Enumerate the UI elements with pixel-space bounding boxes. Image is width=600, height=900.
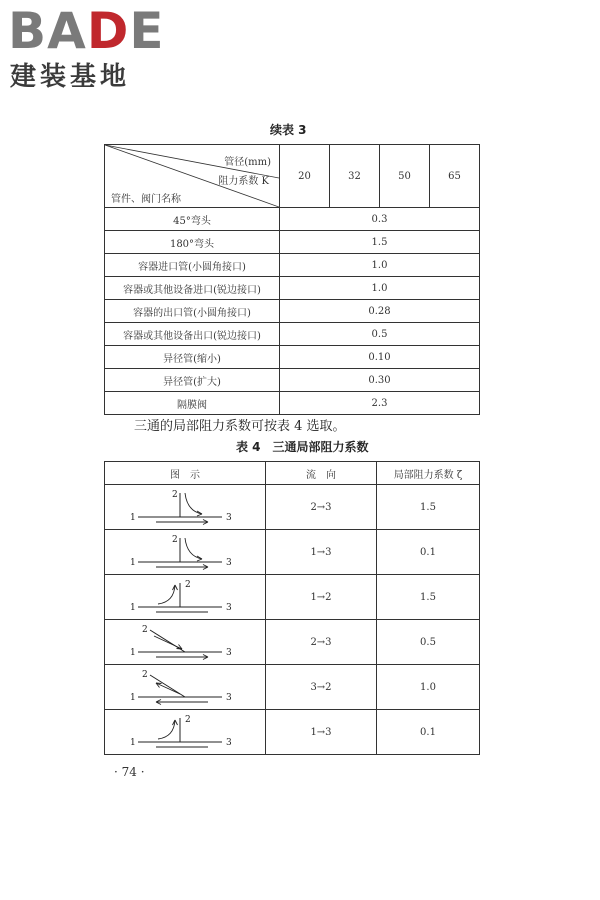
table-row <box>105 710 480 755</box>
tee-figure-cell <box>105 485 266 530</box>
port-label: 3 <box>226 603 232 613</box>
flow-direction: 3→2 <box>266 665 377 710</box>
diameter-cell: 32 <box>330 145 380 208</box>
port-label: 3 <box>226 513 232 523</box>
port-label: 1 <box>130 693 136 703</box>
resistance-coefficient: 0.1 <box>377 710 480 755</box>
table-row <box>105 620 480 665</box>
port-label: 1 <box>130 513 136 523</box>
table-row <box>105 300 480 323</box>
tee-figure-cell <box>105 665 266 710</box>
resistance-coefficient: 1.0 <box>377 665 480 710</box>
table3-header-diagonal-cell <box>105 145 280 208</box>
tee-branch-to-outlet-diagram <box>130 532 240 572</box>
flow-direction: 1→2 <box>266 575 377 620</box>
resistance-value: 2.3 <box>280 392 480 415</box>
table-row <box>105 277 480 300</box>
port-label: 3 <box>226 693 232 703</box>
port-label: 2 <box>172 490 178 500</box>
fitting-name: 异径管(扩大) <box>105 369 280 392</box>
table-row <box>105 530 480 575</box>
resistance-value: 0.28 <box>280 300 480 323</box>
fitting-name: 45°弯头 <box>105 208 280 231</box>
header-flow-direction: 流 向 <box>266 462 377 485</box>
port-label: 2 <box>185 715 191 725</box>
table-row <box>105 346 480 369</box>
port-label: 3 <box>226 558 232 568</box>
port-label: 1 <box>130 738 136 748</box>
table-row <box>105 485 480 530</box>
tee-inlet-to-outlet-diagram <box>130 712 240 752</box>
table-row <box>105 254 480 277</box>
fitting-name: 容器进口管(小圆角接口) <box>105 254 280 277</box>
tee-figure-cell <box>105 710 266 755</box>
resistance-coefficient: 0.5 <box>377 620 480 665</box>
port-label: 2 <box>172 535 178 545</box>
port-label: 1 <box>130 558 136 568</box>
resistance-value: 0.3 <box>280 208 480 231</box>
page-number: · 74 · <box>114 765 145 779</box>
table4-caption: 表 4 三通局部阻力系数 <box>236 440 369 454</box>
table-row <box>105 369 480 392</box>
table-row <box>105 665 480 710</box>
tee-figure-cell <box>105 575 266 620</box>
diameter-cell: 65 <box>430 145 480 208</box>
port-label: 2 <box>142 625 148 635</box>
header-resistance-k: 阻力系数 K <box>218 176 269 187</box>
resistance-coefficient: 0.1 <box>377 530 480 575</box>
fitting-name: 隔膜阀 <box>105 392 280 415</box>
flow-direction: 2→3 <box>266 485 377 530</box>
fitting-name: 异径管(缩小) <box>105 346 280 369</box>
resistance-value: 1.0 <box>280 277 480 300</box>
tee-branch-to-outlet-diagram <box>130 487 240 527</box>
flow-direction: 1→3 <box>266 710 377 755</box>
resistance-value: 0.5 <box>280 323 480 346</box>
fitting-name: 容器的出口管(小圆角接口) <box>105 300 280 323</box>
logo-subtitle: 建装基地 <box>10 62 131 92</box>
resistance-value: 1.5 <box>280 231 480 254</box>
port-label: 2 <box>185 580 191 590</box>
port-label: 2 <box>142 670 148 680</box>
fitting-name: 180°弯头 <box>105 231 280 254</box>
port-label: 3 <box>226 648 232 658</box>
tee-figure-cell <box>105 530 266 575</box>
flow-direction: 2→3 <box>266 620 377 665</box>
table-row <box>105 392 480 415</box>
header-figure: 图 示 <box>105 462 266 485</box>
header-pipe-diameter: 管径(mm) <box>224 157 271 168</box>
body-paragraph: 三通的局部阻力系数可按表 4 选取。 <box>134 419 346 434</box>
port-label: 1 <box>130 648 136 658</box>
wye-branch-to-outlet-diagram <box>130 622 240 662</box>
resistance-value: 1.0 <box>280 254 480 277</box>
resistance-coefficient: 1.5 <box>377 575 480 620</box>
resistance-value: 0.10 <box>280 346 480 369</box>
fitting-name: 容器或其他设备出口(锐边接口) <box>105 323 280 346</box>
table3 <box>104 144 480 415</box>
resistance-value: 0.30 <box>280 369 480 392</box>
wye-outlet-to-branch-diagram <box>130 667 240 707</box>
table-row <box>105 231 480 254</box>
resistance-coefficient: 1.5 <box>377 485 480 530</box>
table-row <box>105 208 480 231</box>
port-label: 1 <box>130 603 136 613</box>
diameter-cell: 20 <box>280 145 330 208</box>
tee-inlet-to-branch-diagram <box>130 577 240 617</box>
header-coefficient: 局部阻力系数 ζ <box>377 462 480 485</box>
table-row <box>105 575 480 620</box>
header-fittings: 管件、阀门名称 <box>111 194 181 205</box>
flow-direction: 1→3 <box>266 530 377 575</box>
logo-wordmark: BADE <box>8 2 165 60</box>
table-row <box>105 323 480 346</box>
table3-caption: 续表 3 <box>270 123 307 137</box>
tee-figure-cell <box>105 620 266 665</box>
diameter-cell: 50 <box>380 145 430 208</box>
brand-logo <box>8 2 178 94</box>
port-label: 3 <box>226 738 232 748</box>
fitting-name: 容器或其他设备进口(锐边接口) <box>105 277 280 300</box>
table4 <box>104 461 480 755</box>
